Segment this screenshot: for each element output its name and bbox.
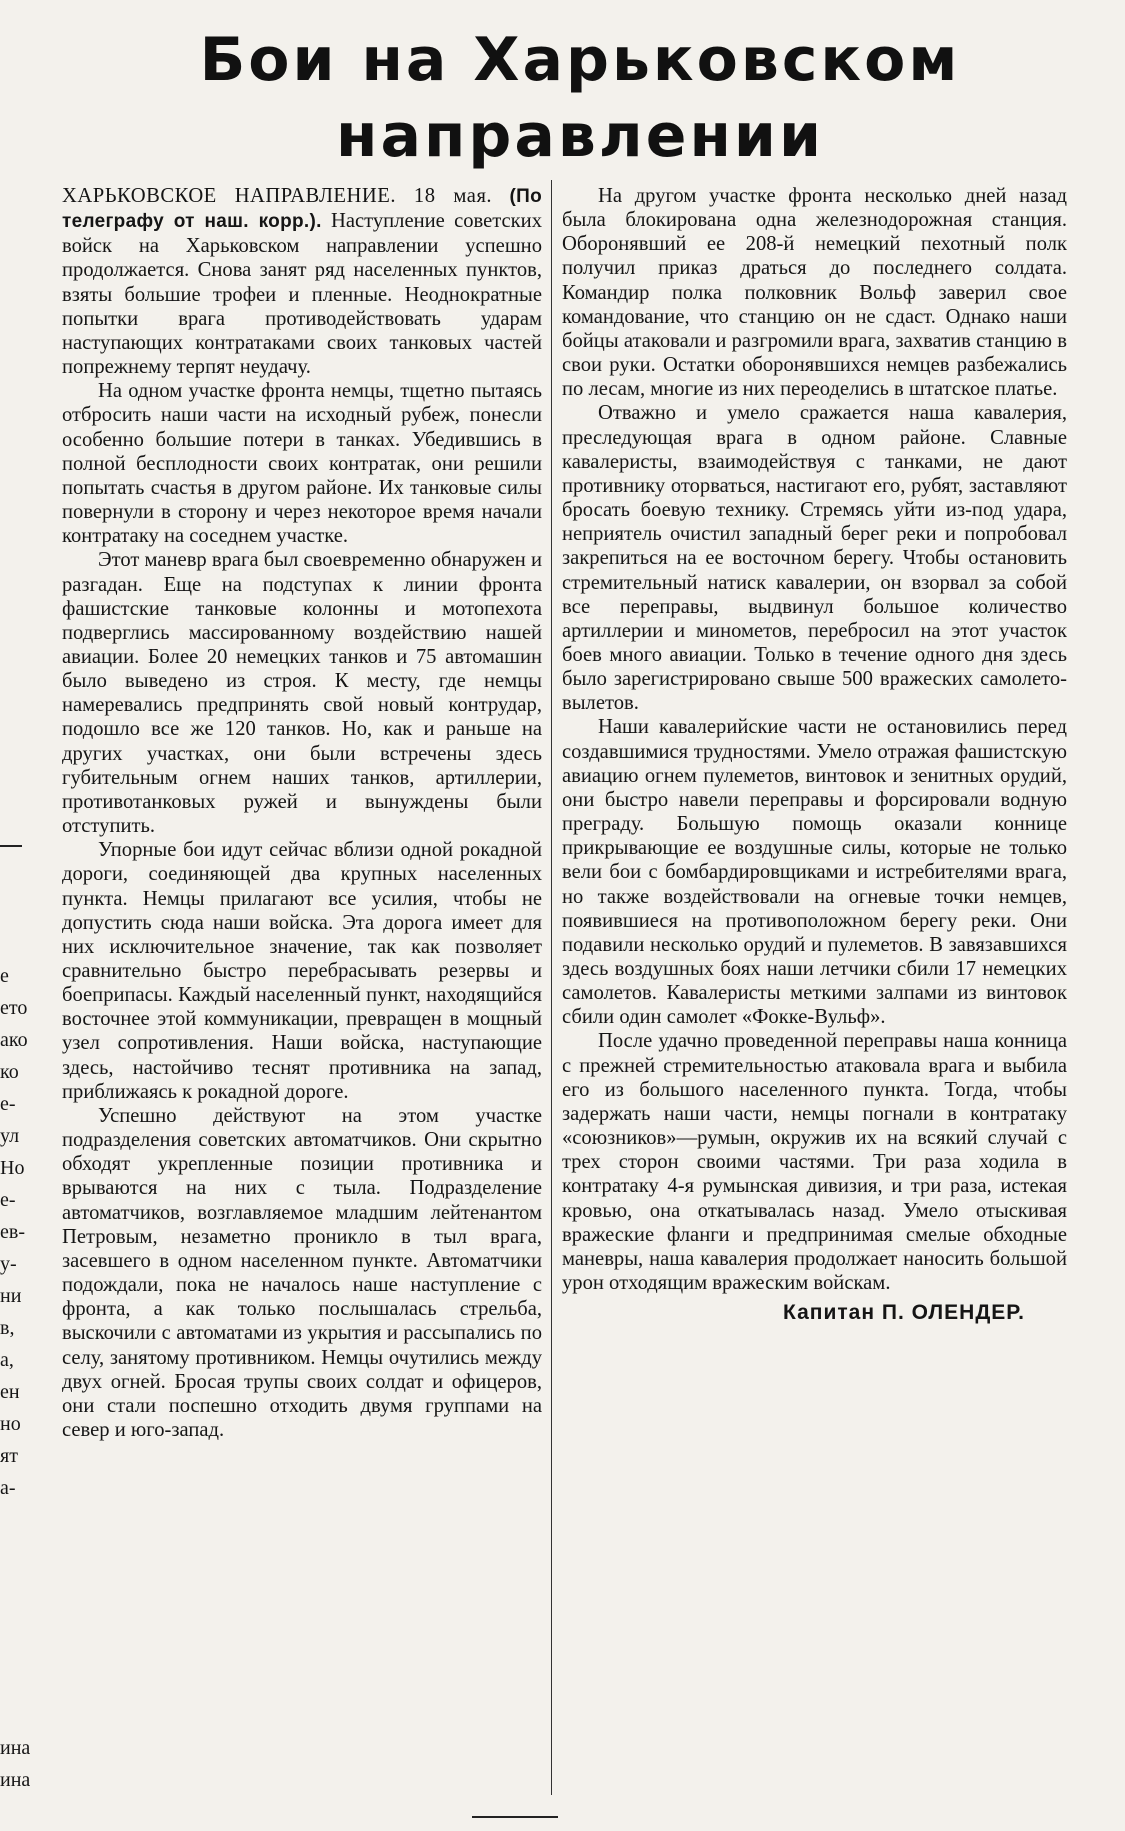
adjacent-column-fragment — [0, 960, 31, 1796]
fragment-line: а, — [0, 1349, 14, 1371]
article-headline — [120, 22, 1040, 174]
fragment-line: ул — [0, 1125, 20, 1147]
fragment-line: а- — [0, 1477, 16, 1499]
fragment-line: ко — [0, 1061, 19, 1083]
fragment-line: е- — [0, 1189, 16, 1211]
headline-line-1: Бои на Харьковском — [199, 25, 961, 95]
fragment-line: ев- — [0, 1221, 25, 1243]
fragment-line: ина — [0, 1737, 31, 1759]
adjacent-column-rule — [0, 845, 22, 847]
headline-line-2: направлении — [336, 101, 824, 171]
paragraph: Упорные бои идут сейчас вблизи одной рокадной дороги, соединяющей два крупных населенных пункта. Немцы прилагают все усилия, чтобы не допустить сюда наши войска. Эта дорога имеет для них исключительное значение, так как позволяет сравнительно быстро перебрасывать резервы и боеприпасы. Каждый населенный пункт, находящийся восточнее этой коммуникации, превращен в мощный узел сопротивления. Наши войска, наступающие здесь, настойчиво теснят противника на запад, приближаясь к рокадной дороге. — [62, 839, 542, 1103]
column-divider — [551, 180, 552, 1795]
paragraph-text: Наступление советских войск на Харьковском направлении успешно продолжается. Снова занят ряд населенных пунктов, взяты большие трофеи и пленные. Неоднократные попытки врага противодействовать ударам наступающих контратаками своих танковых частей попрежнему терпят неудачу. — [62, 210, 542, 379]
dateline-place: ХАРЬКОВСКОЕ НАПРАВЛЕНИЕ. 18 мая. — [62, 185, 493, 207]
fragment-line: в, — [0, 1317, 15, 1339]
paragraph: Отважно и умело сражается наша кавалерия, преследующая врага в одном районе. Славные кавалеристы, взаимодействуя с танками, не дают противнику оторваться, настигают его, рубят, заставляют бросать боевую технику. Стремясь уйти из-под удара, неприятель очистил западный берег реки и попробовал закрепиться на ее восточном берегу. Чтобы остановить стремительный натиск кавалерии, он взорвал за собой все переправы, выдвинул большое количество артиллерии и минометов, перебросил на этот участок боев много авиации. Только в течение одного дня здесь было зарегистрировано свыше 500 вражеских самолето-вылетов. — [562, 402, 1067, 715]
fragment-line: Но — [0, 1157, 25, 1179]
fragment-line: ен — [0, 1381, 20, 1403]
fragment-line: но — [0, 1413, 21, 1435]
paragraph: Наши кавалерийские части не остановились перед создавшимися трудностями. Умело отражая фашистскую авиацию огнем пулеметов, винтовок и зенитных орудий, они быстро навели переправы и форсировали водную преграду. Большую помощь оказали коннице прикрывающие ее воздушные силы, которые не только вели бои с бомбардировщиками и истребителями врага, но также воздействовали на огневые точки немцев, появившиеся на противоположном берегу реки. Они подавили несколько орудий и пулеметов. В завязавшихся здесь воздушных боях наши летчики сбили 17 немецких самолетов. Кавалеристы меткими залпами из винтовок сбили один самолет «Фокке-Вульф». — [562, 716, 1067, 1029]
fragment-line: у- — [0, 1253, 17, 1275]
fragment-line: ето — [0, 997, 28, 1019]
paragraph: На одном участке фронта немцы, тщетно пытаясь отбросить наши части на исходный рубеж, понесли особенно большие потери в танках. Убедившись в полной бесплодности своих контратак, они решили попытать счастья в другом районе. Их танковые силы повернули в сторону и через некоторое время начали контратаку на соседнем участке. — [62, 380, 542, 548]
paragraph: Этот маневр врага был своевременно обнаружен и разгадан. Еще на подступах к линии фронта фашистские танковые колонны и мотопехота подверглись массированному воздействию нашей авиации. Более 20 немецких танков и 75 автомашин было выведено из строя. К месту, где немцы намеревались предпринять свой новый контрудар, подошло все же 120 танков. Но, как и раньше на других участках, они были встречены здесь губительным огнем наших танков, артиллерии, противотанковых ружей и вынуждены были отступить. — [62, 549, 543, 838]
fragment-line: ни — [0, 1285, 22, 1307]
paragraph: Успешно действуют на этом участке подразделения советских автоматчиков. Они скрытно обходят укрепленные позиции противника и врываются на них с тыла. Подразделение автоматчиков, возглавляемое младшим лейтенантом Петровым, незаметно проникло в тыл врага, засевшего в одном населенном пункте. Автоматчики подождали, пока не началось наше наступление с фронта, а как только послышалась стрельба, выскочили с автоматами из укрытия и рассыпались по селу, занятому противником. Немцы очутились между двух огней. Бросая трупы своих солдат и офицеров, они стали поспешно отходить двумя группами на север и юго-запад. — [62, 1104, 542, 1441]
fragment-line: ина — [0, 1769, 31, 1791]
bottom-rule — [472, 1816, 558, 1818]
paragraph: После удачно проведенной переправы наша конница с прежней стремительностью атаковала врага и выбила его из большого населенного пункта. Тогда, чтобы задержать наши части, немцы погнали в контратаку «союзников»—румын, окружив их на всякий случай с трех сторон своими частями. Три раза ходила в контратаку 4-я румынская дивизия, и три раза, истекая кровью, она откатывалась назад. Умело отыскивая вражеские фланги и предпринимая смелые обходные маневры, наша кавалерия продолжает наносить большой урон отходящим вражеским войскам. — [562, 1030, 1067, 1295]
article-column-right — [562, 184, 1067, 1325]
paragraph: На другом участке фронта несколько дней назад была блокирована одна железнодорожная станция. Оборонявший ее 208-й немецкий пехотный полк получил приказ драться до последнего солдата. Командир полка полковник Вольф заверил свое командование, что станцию он не сдаст. Однако наши бойцы атаковали и разгромили врага, захватив станцию в свои руки. Остатки оборонявшихся немцев разбежались по лесам, многие из них переоделись в штатское платье. — [562, 185, 1067, 401]
lead-paragraph — [62, 184, 542, 379]
author-signature: Капитан П. ОЛЕНДЕР. — [783, 1301, 1025, 1325]
fragment-line: ят — [0, 1445, 18, 1467]
fragment-line: е — [0, 965, 9, 987]
dateline-source: (По телеграфу от наш. корр.). — [62, 186, 543, 233]
article-column-left — [62, 184, 542, 1442]
fragment-line: е- — [0, 1093, 16, 1115]
fragment-line: ако — [0, 1029, 28, 1051]
